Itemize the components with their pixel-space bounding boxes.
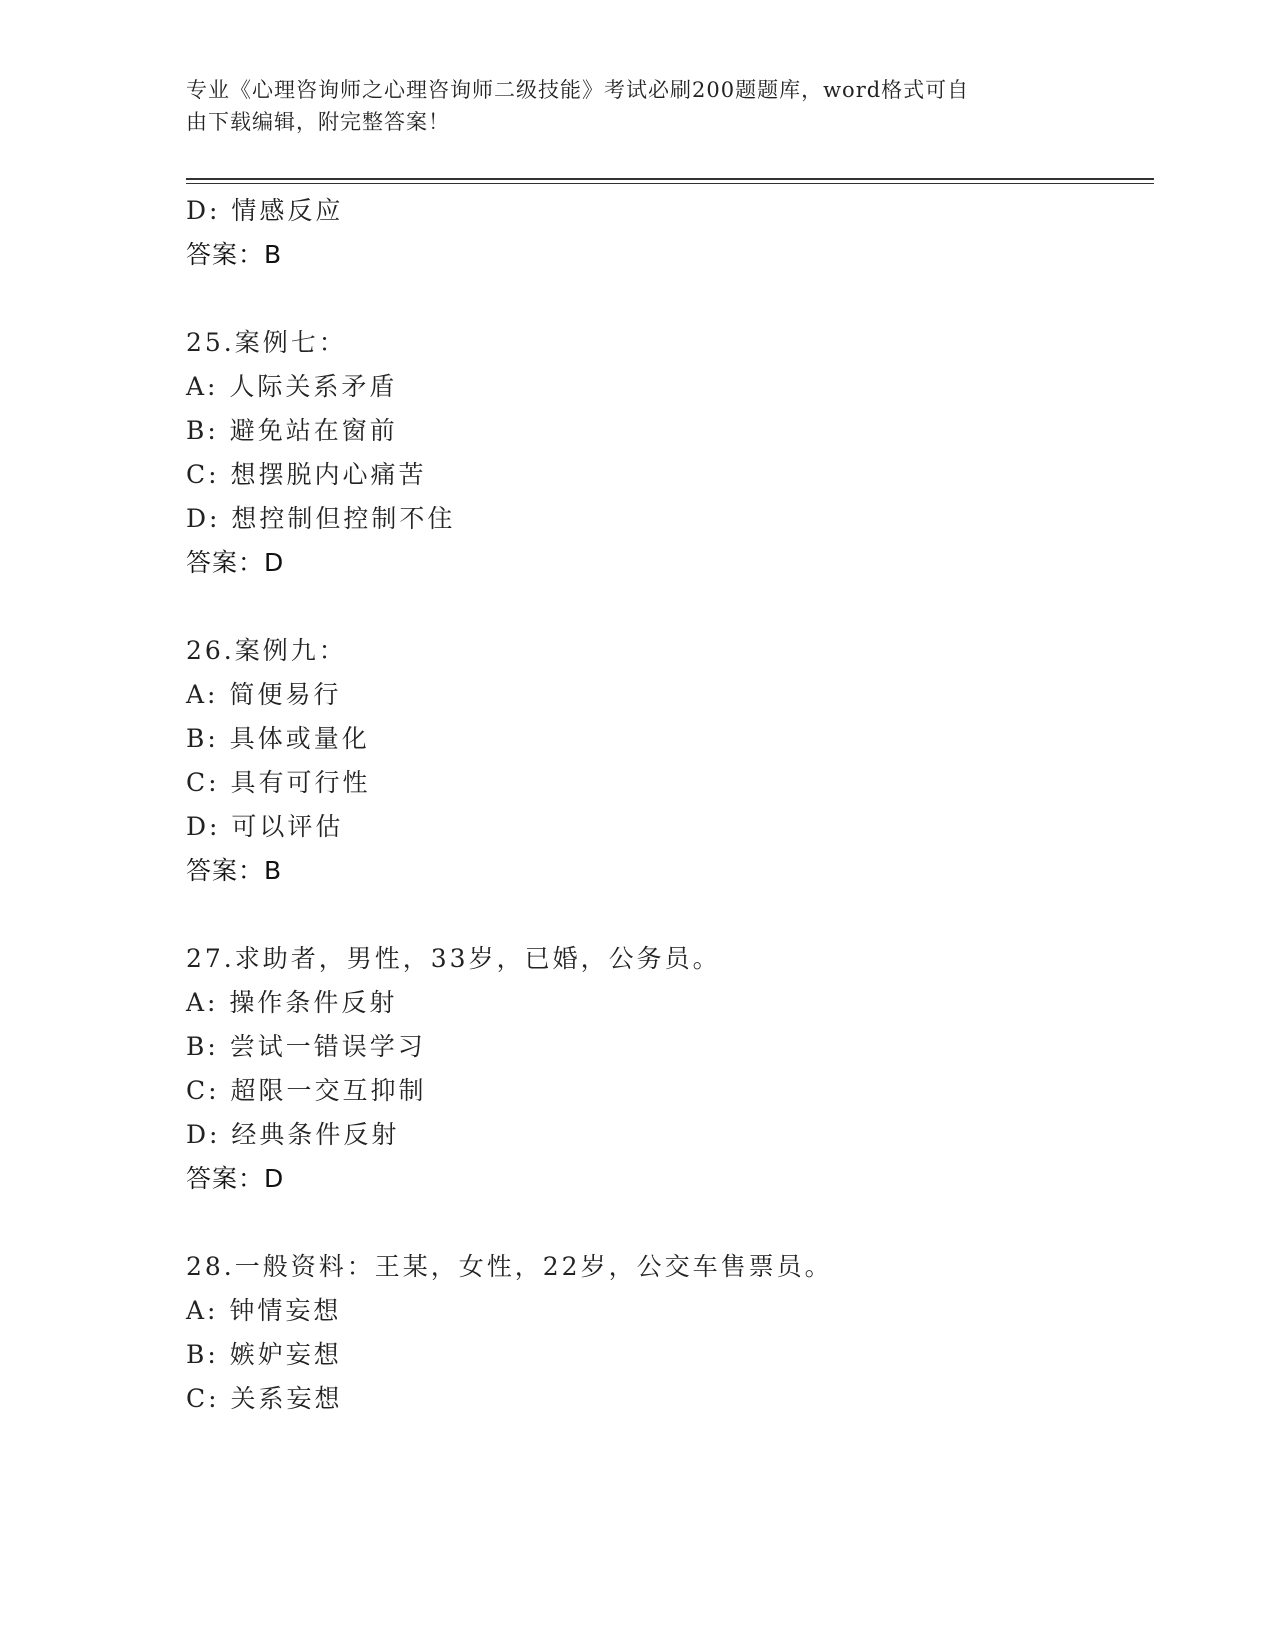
header-line-2: 由下载编辑，附完整答案！ [186,110,450,134]
question-27: 27.求助者，男性，33岁，已婚，公务员。 [186,944,721,973]
header-divider-thin [186,183,1154,184]
option-a: A: 简便易行 [186,680,342,709]
option-c: C: 超限一交互抑制 [186,1076,427,1105]
document-header [186,74,1066,138]
header-line-1: 专业《心理咨询师之心理咨询师二级技能》考试必刷200题题库，word格式可自 [186,78,970,102]
answer: 答案：B [186,856,283,885]
option-b: B: 具体或量化 [186,724,370,753]
option-d: D: 可以评估 [186,812,344,841]
option-b: B: 避免站在窗前 [186,416,398,445]
question-28: 28.一般资料：王某，女性，22岁，公交车售票员。 [186,1252,833,1281]
option-d: D: 情感反应 [186,196,344,225]
option-a: A: 人际关系矛盾 [186,372,398,401]
option-b: B: 嫉妒妄想 [186,1340,342,1369]
question-26: 26.案例九： [186,636,347,665]
option-a: A: 操作条件反射 [186,988,398,1017]
answer: 答案：D [186,548,285,577]
answer: 答案：D [186,1164,285,1193]
option-b: B: 尝试一错误学习 [186,1032,426,1061]
option-c: C: 想摆脱内心痛苦 [186,460,427,489]
header-divider-thick [186,178,1154,180]
answer: 答案：B [186,240,283,269]
option-c: C: 关系妄想 [186,1384,343,1413]
option-a: A: 钟情妄想 [186,1296,342,1325]
option-d: D: 经典条件反射 [186,1120,400,1149]
option-c: C: 具有可行性 [186,768,371,797]
question-25: 25.案例七： [186,328,347,357]
option-d: D: 想控制但控制不住 [186,504,456,533]
